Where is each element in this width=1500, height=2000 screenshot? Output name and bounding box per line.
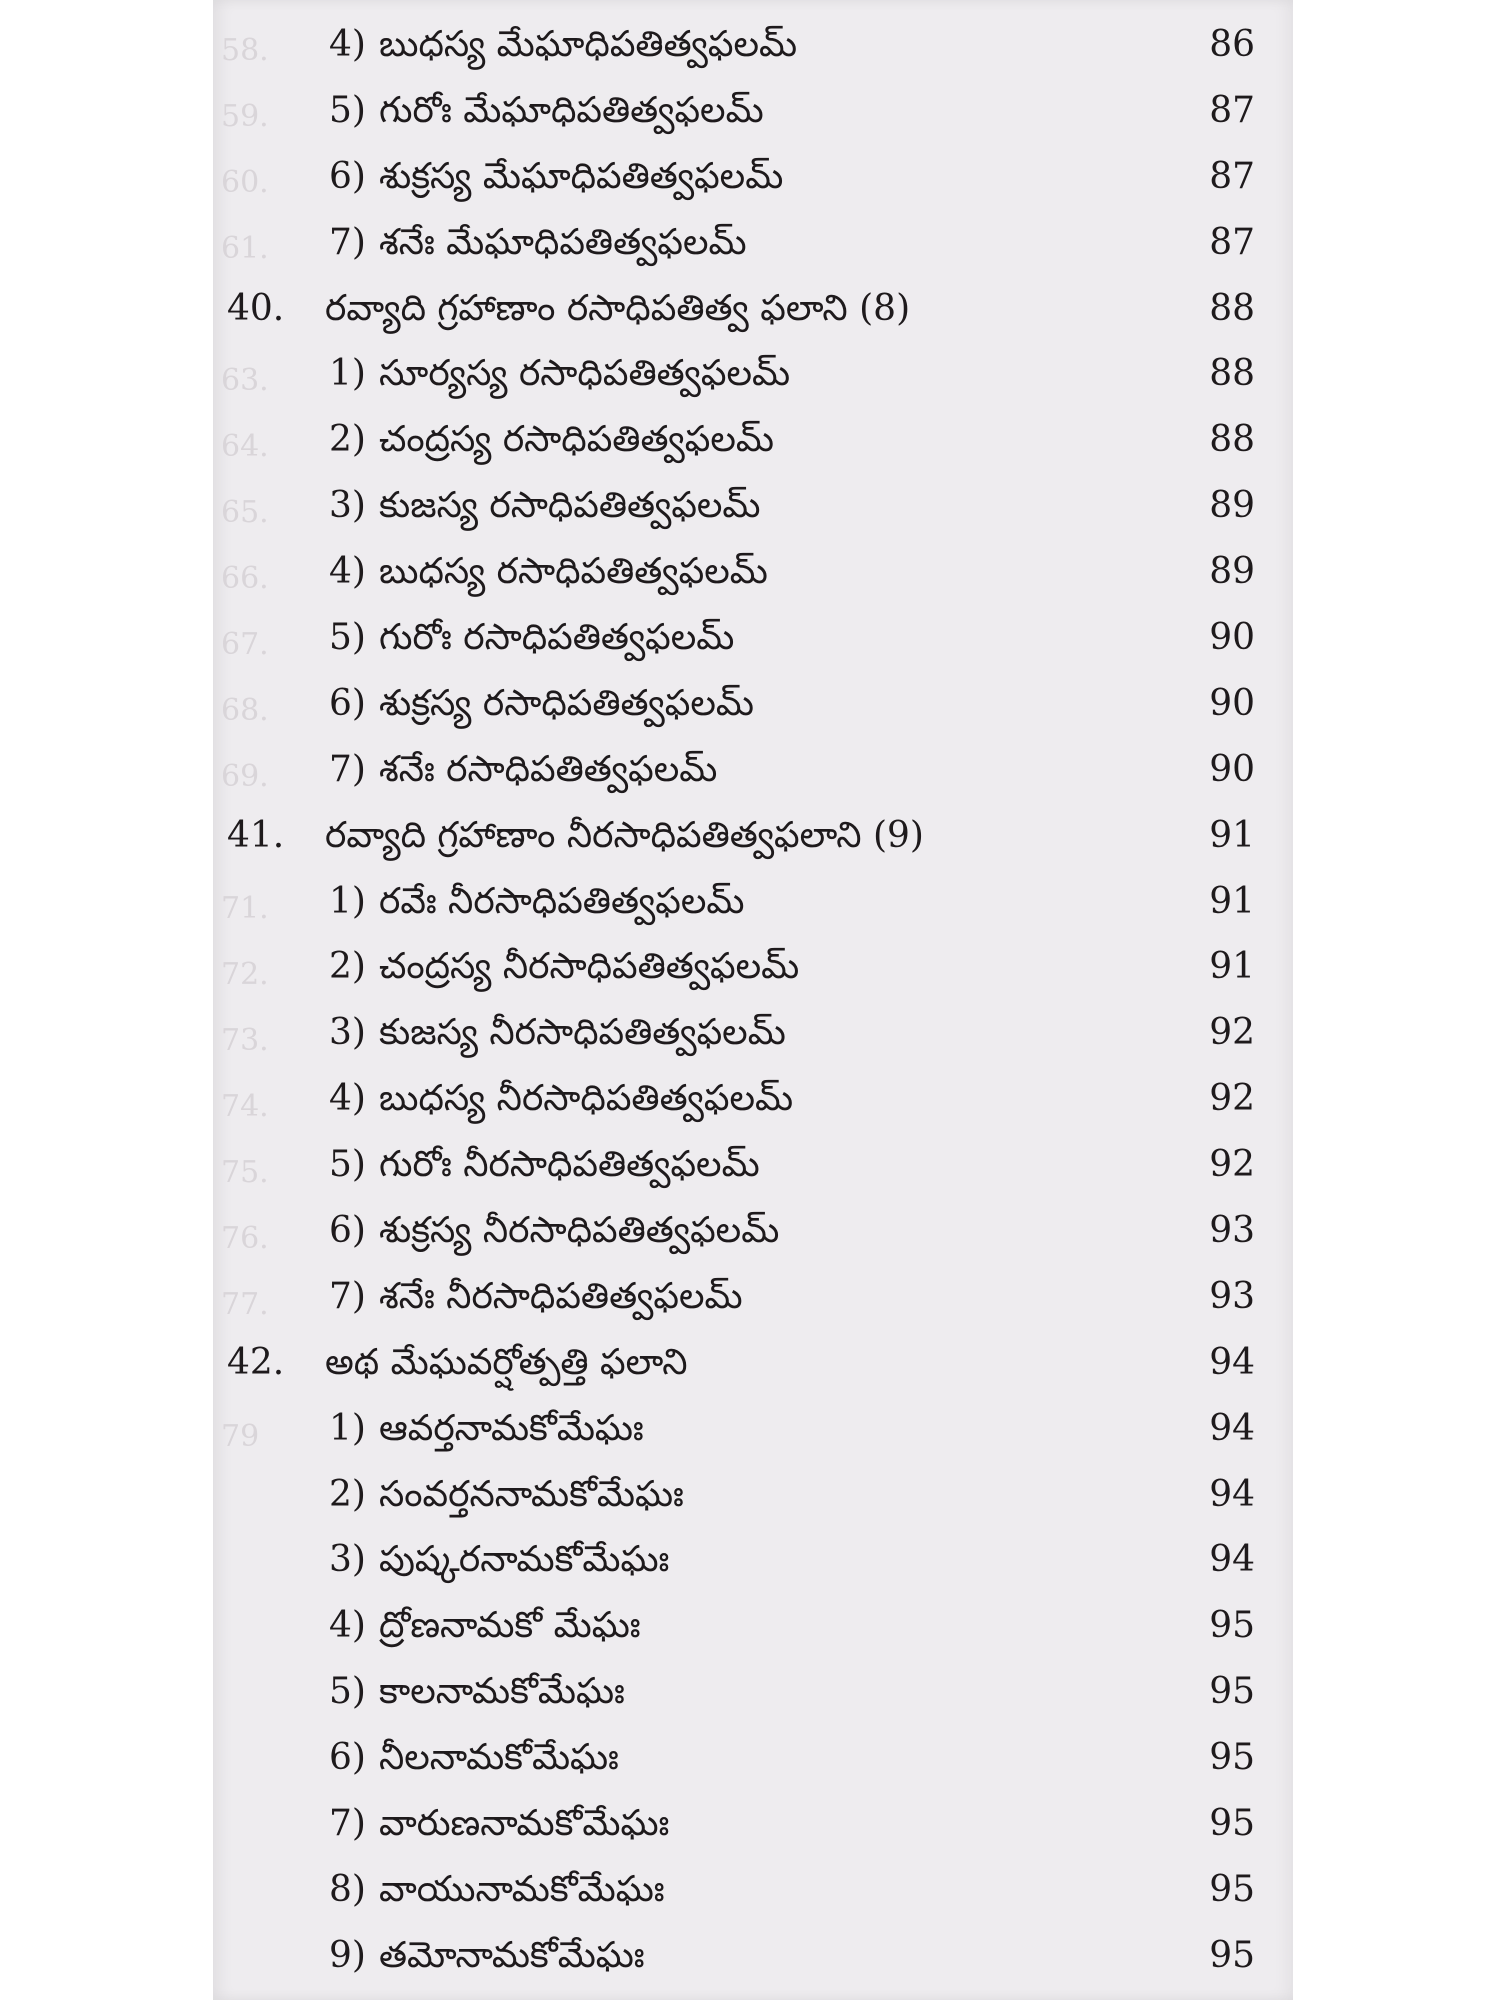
page-number: 95	[1209, 1868, 1255, 1910]
toc-subentry-row	[213, 1659, 1293, 1725]
toc-subentry-row	[213, 737, 1293, 803]
toc-subentry-row	[213, 144, 1293, 210]
subentry-number: 4)	[329, 551, 366, 593]
page-number: 93	[1209, 1275, 1255, 1317]
toc-subentry-row	[213, 1132, 1293, 1198]
page-number: 92	[1209, 1078, 1255, 1120]
toc-subentry-row	[213, 539, 1293, 605]
entry-title: గురోః మేఘాధిపతిత్వఫలమ్	[379, 89, 764, 131]
toc-subentry-row	[213, 1066, 1293, 1132]
toc-subentry-row	[213, 1462, 1293, 1528]
page-number: 95	[1209, 1671, 1255, 1713]
entry-title: చంద్రస్య రసాధిపతిత్వఫలమ్	[379, 419, 774, 461]
toc-subentry-row	[213, 341, 1293, 407]
toc-subentry-row	[213, 12, 1293, 78]
bleed-through-number: 71.	[221, 891, 269, 926]
subentry-number: 7)	[329, 1803, 366, 1845]
entry-title: రవ్యాది గ్రహాణాం నీరసాధిపతిత్వఫలాని (9)	[325, 814, 924, 856]
entry-title: రవేః నీరసాధిపతిత్వఫలమ్	[379, 880, 745, 922]
bleed-through-number: 64.	[221, 429, 269, 464]
entry-title: చంద్రస్య నీరసాధిపతిత్వఫలమ్	[379, 946, 800, 988]
subentry-number: 1)	[329, 353, 366, 395]
subentry-number: 6)	[329, 682, 366, 724]
subentry-number: 5)	[329, 617, 366, 659]
bleed-through-number: 69.	[221, 759, 269, 794]
entry-title: కాలనామకోమేఘః	[379, 1671, 625, 1713]
subentry-number: 7)	[329, 221, 366, 263]
toc-subentry-row	[213, 1000, 1293, 1066]
page-number: 90	[1209, 748, 1255, 790]
subentry-number: 7)	[329, 1275, 366, 1317]
entry-title: ద్రోణనామకో మేఘః	[379, 1605, 641, 1647]
bleed-through-number: 61.	[221, 231, 269, 266]
bleed-through-number: 59.	[221, 99, 269, 134]
subentry-number: 8)	[329, 1868, 366, 1910]
bleed-through-number: 66.	[221, 561, 269, 596]
bleed-through-number: 74.	[221, 1089, 269, 1124]
subentry-number: 6)	[329, 1210, 366, 1252]
page-number: 88	[1209, 287, 1255, 329]
toc-subentry-row	[213, 1725, 1293, 1791]
toc-subentry-row	[213, 605, 1293, 671]
toc-chapter-row	[213, 803, 1293, 869]
subentry-number: 1)	[329, 1407, 366, 1449]
subentry-number: 6)	[329, 1737, 366, 1779]
page-number: 95	[1209, 1737, 1255, 1779]
page-number: 94	[1209, 1539, 1255, 1581]
bleed-through-number: 68.	[221, 693, 269, 728]
toc-subentry-row	[213, 934, 1293, 1000]
page-number: 92	[1209, 1144, 1255, 1186]
page-number: 91	[1209, 880, 1255, 922]
subentry-number: 1)	[329, 880, 366, 922]
entry-title: కుజస్య నీరసాధిపతిత్వఫలమ్	[379, 1012, 786, 1054]
page-number: 94	[1209, 1407, 1255, 1449]
toc-subentry-row	[213, 1198, 1293, 1264]
subentry-number: 3)	[329, 485, 366, 527]
entry-title: శుక్రస్య మేఘాధిపతిత్వఫలమ్	[379, 155, 784, 197]
toc-subentry-row	[213, 210, 1293, 276]
entry-title: బుధస్య నీరసాధిపతిత్వఫలమ్	[379, 1078, 794, 1120]
toc-subentry-row	[213, 473, 1293, 539]
bleed-through-number: 60.	[221, 165, 269, 200]
bleed-through-number: 73.	[221, 1023, 269, 1058]
bleed-through-number: 75.	[221, 1155, 269, 1190]
toc-chapter-row	[213, 1330, 1293, 1396]
toc-subentry-row	[213, 869, 1293, 935]
toc-subentry-row	[213, 407, 1293, 473]
bleed-through-number: 79	[221, 1419, 260, 1454]
entry-title: బుధస్య రసాధిపతిత్వఫలమ్	[379, 551, 768, 593]
chapter-number: 40.	[227, 287, 285, 329]
entry-title: శనేః మేఘాధిపతిత్వఫలమ్	[379, 221, 747, 263]
subentry-number: 7)	[329, 748, 366, 790]
page-number: 89	[1209, 551, 1255, 593]
toc-subentry-row	[213, 1264, 1293, 1330]
subentry-number: 2)	[329, 946, 366, 988]
page-number: 90	[1209, 617, 1255, 659]
entry-title: వారుణనామకోమేఘః	[379, 1803, 670, 1845]
subentry-number: 4)	[329, 1078, 366, 1120]
subentry-number: 5)	[329, 89, 366, 131]
toc-subentry-row	[213, 78, 1293, 144]
toc-subentry-row	[213, 671, 1293, 737]
page-number: 91	[1209, 946, 1255, 988]
entry-title: శనేః రసాధిపతిత్వఫలమ్	[379, 748, 718, 790]
page-number: 89	[1209, 485, 1255, 527]
page-number: 95	[1209, 1803, 1255, 1845]
bleed-through-number: 67.	[221, 627, 269, 662]
entry-title: నీలనామకోమేఘః	[379, 1737, 619, 1779]
toc-subentry-row	[213, 1527, 1293, 1593]
toc-subentry-row	[213, 1857, 1293, 1923]
page-number: 88	[1209, 353, 1255, 395]
bleed-through-number: 63.	[221, 363, 269, 398]
toc-subentry-row	[213, 1923, 1293, 1989]
page-number: 95	[1209, 1934, 1255, 1976]
entry-title: పుష్కరనామకోమేఘః	[379, 1539, 670, 1581]
entry-title: బుధస్య మేఘాధిపతిత్వఫలమ్	[379, 24, 798, 65]
page-number: 94	[1209, 1341, 1255, 1383]
entry-title: అథ మేఘవర్షోత్పత్తి ఫలాని	[325, 1341, 688, 1383]
entry-title: కుజస్య రసాధిపతిత్వఫలమ్	[379, 485, 761, 527]
book-page	[213, 0, 1293, 2000]
page-number: 90	[1209, 682, 1255, 724]
bleed-through-number: 72.	[221, 957, 269, 992]
entry-title: రవ్యాది గ్రహాణాం రసాధిపతిత్వ ఫలాని (8)	[325, 287, 911, 329]
bleed-through-number: 76.	[221, 1221, 269, 1256]
entry-title: శుక్రస్య నీరసాధిపతిత్వఫలమ్	[379, 1210, 780, 1252]
page-number: 92	[1209, 1012, 1255, 1054]
subentry-number: 3)	[329, 1012, 366, 1054]
entry-title: గురోః రసాధిపతిత్వఫలమ్	[379, 617, 735, 659]
subentry-number: 5)	[329, 1144, 366, 1186]
toc-subentry-row	[213, 1396, 1293, 1462]
bleed-through-number: 77.	[221, 1287, 269, 1322]
bleed-through-number: 58.	[221, 33, 269, 68]
subentry-number: 6)	[329, 155, 366, 197]
page-number: 94	[1209, 1473, 1255, 1515]
page-number: 95	[1209, 1605, 1255, 1647]
subentry-number: 3)	[329, 1539, 366, 1581]
page-number: 91	[1209, 814, 1255, 856]
subentry-number: 9)	[329, 1934, 366, 1976]
subentry-number: 4)	[329, 1605, 366, 1647]
page-number: 87	[1209, 221, 1255, 263]
entry-title: వాయునామకోమేఘః	[379, 1868, 665, 1910]
table-of-contents	[213, 12, 1293, 1989]
entry-title: గురోః నీరసాధిపతిత్వఫలమ్	[379, 1144, 760, 1186]
entry-title: సంవర్తననామకోమేఘః	[379, 1473, 684, 1515]
toc-chapter-row	[213, 276, 1293, 342]
subentry-number: 2)	[329, 419, 366, 461]
entry-title: తమోనామకోమేఘః	[379, 1934, 645, 1976]
toc-subentry-row	[213, 1593, 1293, 1659]
page-number: 87	[1209, 155, 1255, 197]
subentry-number: 2)	[329, 1473, 366, 1515]
toc-subentry-row	[213, 1791, 1293, 1857]
bleed-through-number: 65.	[221, 495, 269, 530]
page-number: 86	[1209, 24, 1255, 65]
subentry-number: 5)	[329, 1671, 366, 1713]
entry-title: సూర్యస్య రసాధిపతిత్వఫలమ్	[379, 353, 791, 395]
chapter-number: 42.	[227, 1341, 285, 1383]
page-number: 87	[1209, 89, 1255, 131]
page-number: 88	[1209, 419, 1255, 461]
subentry-number: 4)	[329, 24, 366, 65]
entry-title: ఆవర్తనామకోమేఘః	[379, 1407, 644, 1449]
chapter-number: 41.	[227, 814, 285, 856]
page-number: 93	[1209, 1210, 1255, 1252]
entry-title: శనేః నీరసాధిపతిత్వఫలమ్	[379, 1275, 743, 1317]
entry-title: శుక్రస్య రసాధిపతిత్వఫలమ్	[379, 682, 755, 724]
